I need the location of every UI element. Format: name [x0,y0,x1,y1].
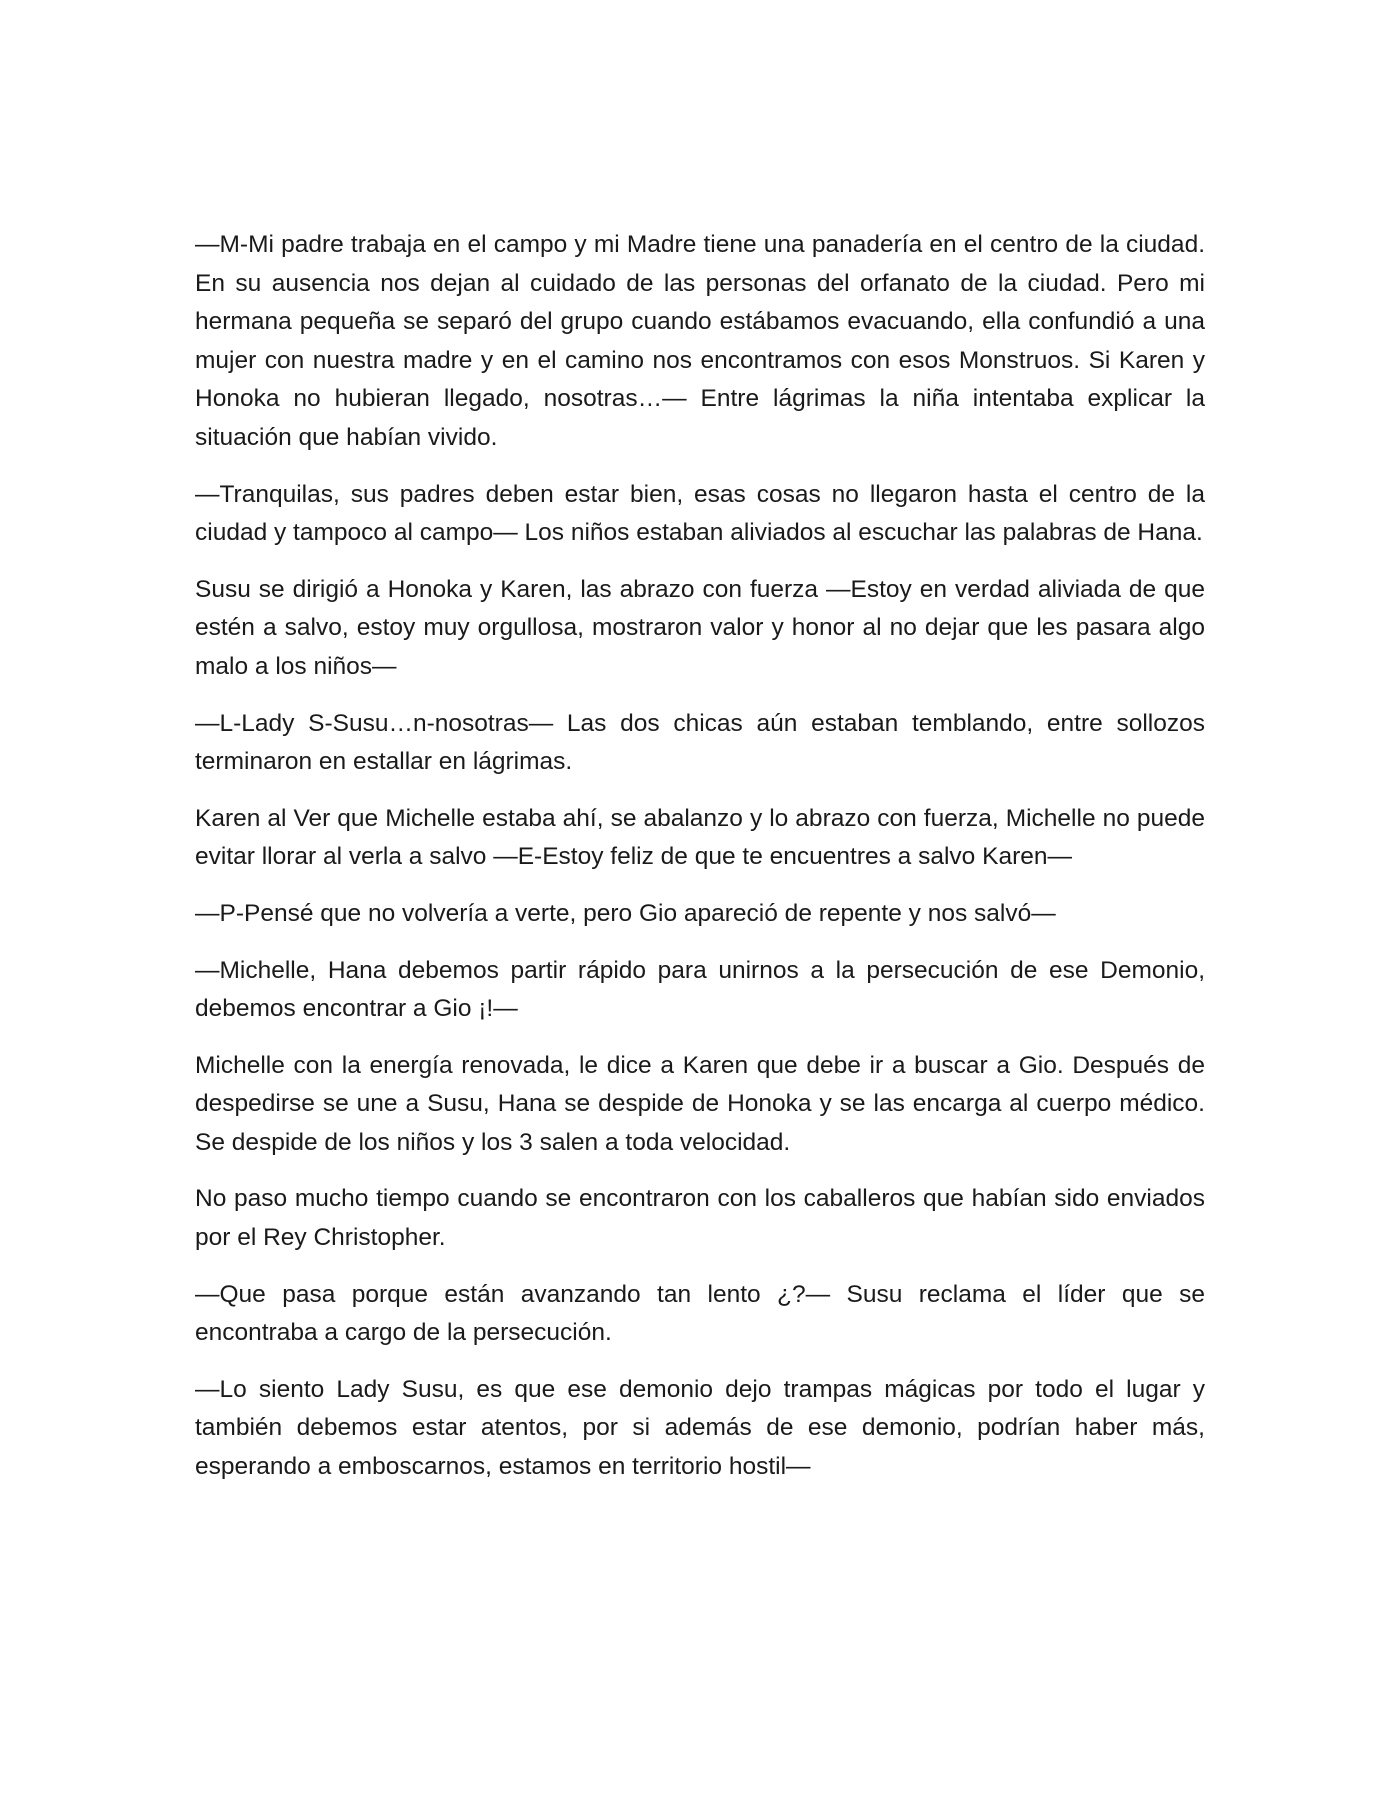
paragraph: Michelle con la energía renovada, le dice a Karen que debe ir a buscar a Gio. Después de despedirse se une a Susu, Hana se despide de Honoka y se las encarga al cuerpo médico. Se despide de los niños y los 3 salen a toda velocidad. [195,1051,1205,1156]
paragraph: —M-Mi padre trabaja en el campo y mi Madre tiene una panadería en el centro de la ciudad. En su ausencia nos dejan al cuidado de las personas del orfanato de la ciudad. Pero mi hermana pequeña se separó del grupo cuando estábamos evacuando, ella confundió a una mujer con nuestra madre y en el camino nos encontramos con esos Monstruos. Si Karen y Honoka no hubieran llegado, nosotras…— Entre lágrimas la niña intentaba explicar la situación que habían vivido. [195,231,1205,451]
paragraph: —P-Pensé que no volvería a verte, pero Gio apareció de repente y nos salvó— [195,899,1056,927]
paragraph: —Que pasa porque están avanzando tan lento ¿?— Susu reclama el líder que se encontraba a cargo de la persecución. [195,1280,1205,1347]
paragraph: No paso mucho tiempo cuando se encontraron con los caballeros que habían sido enviados por el Rey Christopher. [195,1185,1205,1252]
paragraph: Susu se dirigió a Honoka y Karen, las abrazo con fuerza —Estoy en verdad aliviada de que estén a salvo, estoy muy orgullosa, mostraron valor y honor al no dejar que les pasara algo malo a los niños— [195,575,1205,680]
paragraph: —L-Lady S-Susu…n-nosotras— Las dos chicas aún estaban temblando, entre sollozos terminaron en estallar en lágrimas. [195,709,1205,776]
paragraph: —Lo siento Lady Susu, es que ese demonio dejo trampas mágicas por todo el lugar y también debemos estar atentos, por si además de ese demonio, podrían haber más, esperando a emboscarnos, estamos en territorio hostil— [195,1375,1205,1481]
paragraph: —Michelle, Hana debemos partir rápido para unirnos a la persecución de ese Demonio, debemos encontrar a Gio ¡!— [195,956,1205,1023]
document-body [195,226,1205,1505]
paragraph: Karen al Ver que Michelle estaba ahí, se abalanzo y lo abrazo con fuerza, Michelle no puede evitar llorar al verla a salvo —E-Estoy feliz de que te encuentres a salvo Karen— [195,804,1205,871]
paragraph: —Tranquilas, sus padres deben estar bien, esas cosas no llegaron hasta el centro de la ciudad y tampoco al campo— Los niños estaban aliviados al escuchar las palabras de Hana. [195,480,1205,547]
